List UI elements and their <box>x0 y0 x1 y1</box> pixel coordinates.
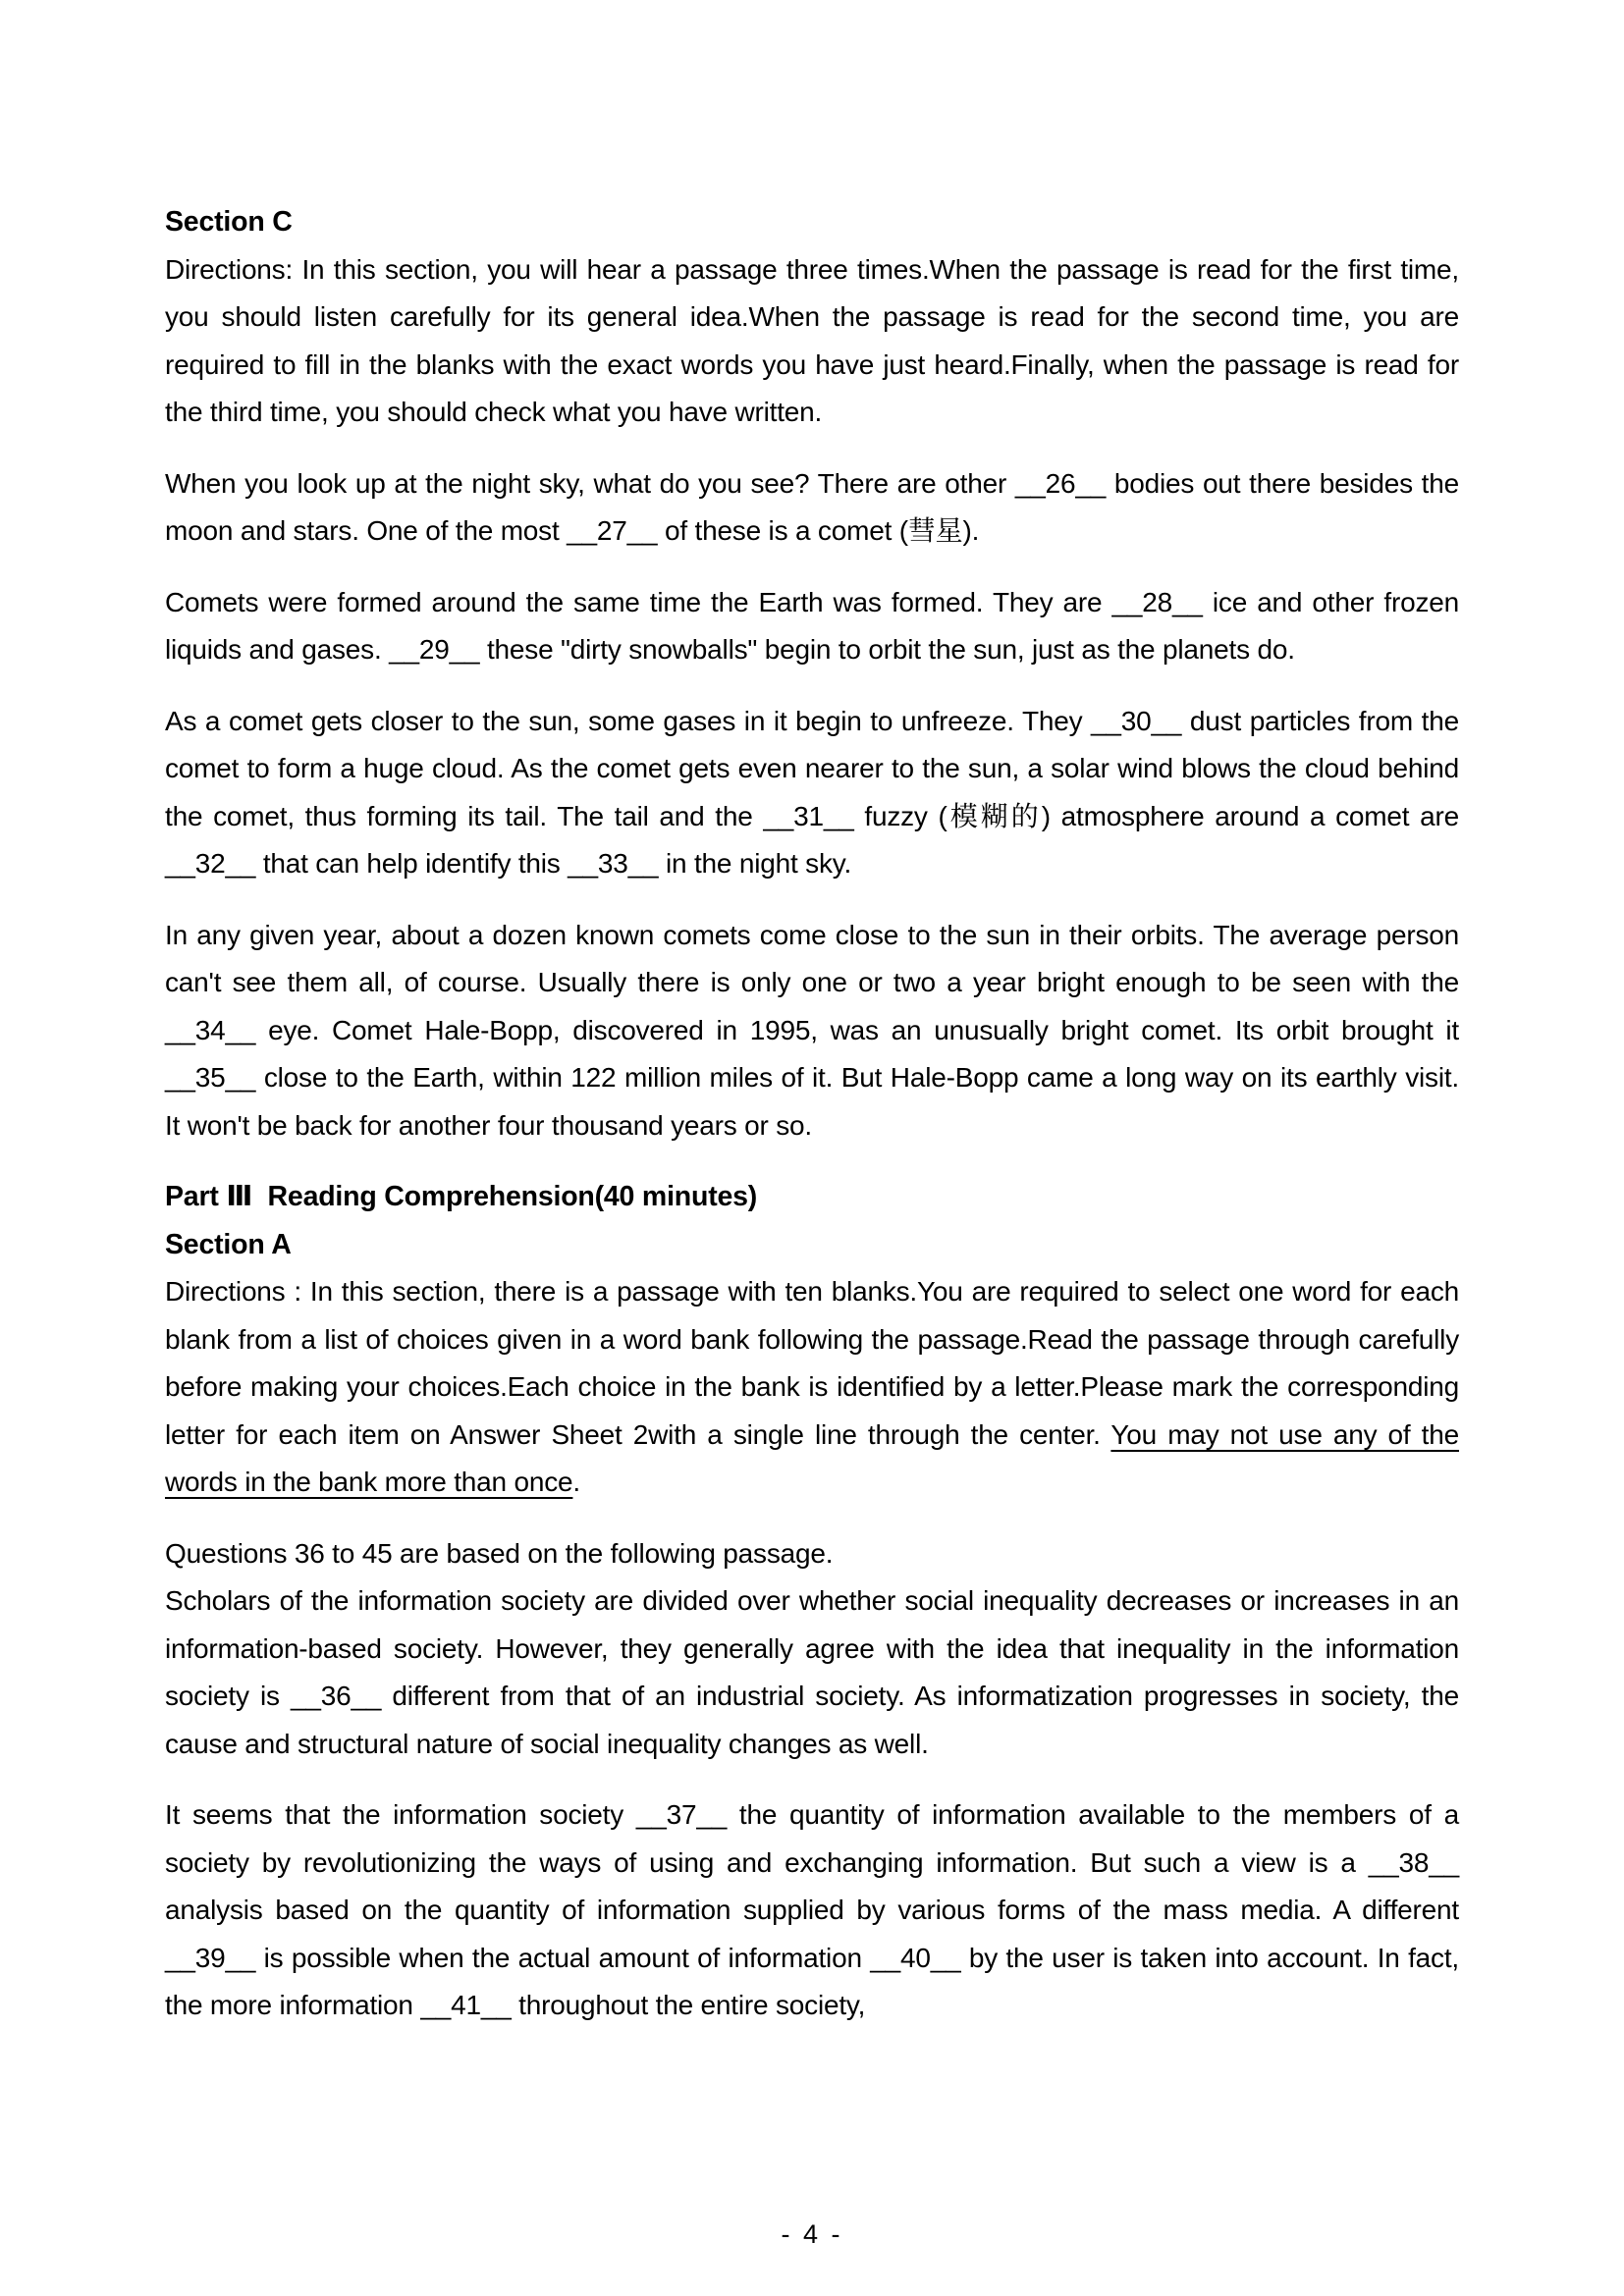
blank-line <box>165 556 1459 579</box>
part-3-heading: Part Ⅲ Reading Comprehension(40 minutes) <box>165 1181 758 1212</box>
section-c-heading: Section C <box>165 206 293 238</box>
reading-passage-paragraph-2: It seems that the information society __37__ the quantity of information available to the members of a society by revolutionizing the ways of using and exchanging information. But such a view is a __38__ analysis based on the quantity of information supplied by various forms of the mass media. A different __39__ is possible when the actual amount of information __40__ by the user is taken into account. In fact, the more information __41__ throughout the entire society, <box>165 1799 1459 2020</box>
listening-passage-paragraph-1: When you look up at the night sky, what do you see? There are other __26__ bodies out there besides the moon and stars. One of the most __27__ of these is a comet (彗星). <box>165 467 1459 546</box>
listening-passage-paragraph-4: In any given year, about a dozen known comets come close to the sun in their orbits. The average person can't see them all, of course. Usually there is only one or two a year bright enough to be seen with the __34__ eye. Comet Hale-Bopp, discovered in 1995, was an unusually bright comet. Its orbit brought it __35__ close to the Earth, within 122 million miles of it. But Hale-Bopp came a long way on its earthly visit. It won't be back for another four thousand years or so. <box>165 919 1459 1141</box>
blank-line <box>165 1768 1459 1791</box>
directions-text: Directions : In this section, there is a passage with ten blanks.You are required to select one word for each blank from a list of choices given in a word bank following the passage.Read the passage through carefully before making your choices.Each choice in the bank is identified by a letter.Please mark the corresponding letter for each item on Answer Sheet 2with a single line through the center. <box>165 1276 1459 1450</box>
listening-passage-paragraph-2: Comets were formed around the same time the Earth was formed. They are __28__ ice and other frozen liquids and gases. __29__ these "dirty snowballs" begin to orbit the sun, just as the planets do. <box>165 586 1459 665</box>
blank-line <box>165 437 1459 460</box>
page-number: - 4 - <box>781 2219 843 2249</box>
section-a-directions <box>165 1268 1459 1507</box>
blank-line <box>165 674 1459 698</box>
directions-period: . <box>572 1467 580 1497</box>
listening-passage-paragraph-3: As a comet gets closer to the sun, some gases in it begin to unfreeze. They __30__ dust particles from the comet to form a huge cloud. As the comet gets even nearer to the sun, a solar wind blows the cloud behind the comet, thus forming its tail. The tail and the __31__ fuzzy (模糊的) atmosphere around a comet are __32__ that can help identify this __33__ in the night sky. <box>165 705 1459 879</box>
blank-line <box>165 1507 1459 1530</box>
blank-line <box>165 1149 1459 1173</box>
directions-underlined-rule: You may not use any of the words in the bank more than once <box>165 1418 1459 1497</box>
blank-line <box>165 888 1459 912</box>
section-a-heading: Section A <box>165 1228 292 1260</box>
page-content <box>165 198 1459 2030</box>
section-c-directions: Directions: In this section, you will hear a passage three times.When the passage is read for the first time, you should listen carefully for its general idea.When the passage is read for the second time, you are required to fill in the blanks with the exact words you have just heard.Finally, when the passage is read for the third time, you should check what you have written. <box>165 253 1459 427</box>
questions-range-note: Questions 36 to 45 are based on the following passage. <box>165 1537 834 1569</box>
reading-passage-paragraph-1: Scholars of the information society are divided over whether social inequality decreases or increases in an information-based society. However, they generally agree with the idea that inequality in the information society is __36__ different from that of an industrial society. As informatization progresses in society, the cause and structural nature of social inequality changes as well. <box>165 1585 1459 1759</box>
